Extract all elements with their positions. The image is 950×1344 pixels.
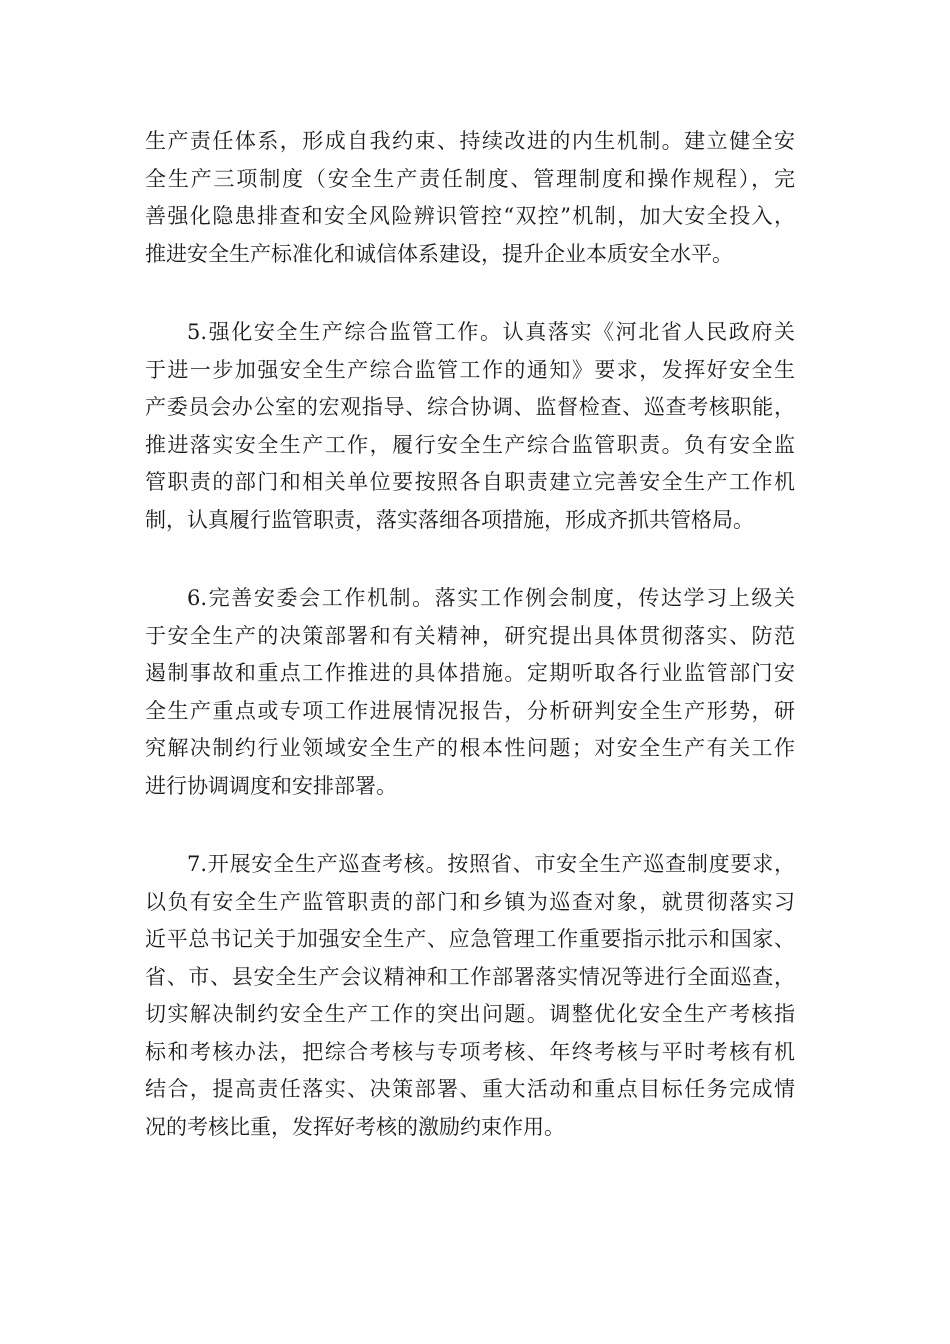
text-line: 7.开展安全生产巡查考核。按照省、市安全生产巡查制度要求， [187, 852, 795, 876]
paragraph-item-6 [145, 580, 795, 805]
paragraph-item-7 [145, 846, 795, 1146]
text-line: 切实解决制约安全生产工作的突出问题。调整优化安全生产考核指 [145, 1002, 795, 1026]
text-line: 标和考核办法，把综合考核与专项考核、年终考核与平时考核有机 [145, 1039, 795, 1064]
text-line: 结合，提高责任落实、决策部署、重大活动和重点目标任务完成情 [145, 1077, 795, 1101]
text-line: 推进安全生产标准化和诚信体系建设，提升企业本质安全水平。 [145, 241, 733, 266]
text-line: 况的考核比重，发挥好考核的激励约束作用。 [145, 1114, 565, 1139]
text-line: 全生产重点或专项工作进展情况报告，分析研判安全生产形势，研 [145, 698, 795, 723]
text-line: 推进落实安全生产工作，履行安全生产综合监管职责。负有安全监 [145, 432, 795, 457]
paragraph-continuation [145, 123, 795, 273]
text-line: 5.强化安全生产综合监管工作。认真落实《河北省人民政府关 [187, 320, 795, 344]
text-line: 进行协调调度和安排部署。 [145, 773, 397, 798]
text-line: 于安全生产的决策部署和有关精神，研究提出具体贯彻落实、防范 [145, 623, 795, 648]
text-line: 制，认真履行监管职责，落实落细各项措施，形成齐抓共管格局。 [145, 507, 754, 532]
text-line: 全生产三项制度（安全生产责任制度、管理制度和操作规程），完 [145, 166, 795, 191]
text-line: 善强化隐患排查和安全风险辨识管控“双控”机制，加大安全投入， [145, 204, 795, 228]
text-line: 以负有安全生产监管职责的部门和乡镇为巡查对象，就贯彻落实习 [145, 889, 795, 914]
text-line: 6.完善安委会工作机制。落实工作例会制度，传达学习上级关 [187, 586, 795, 610]
paragraph-item-5 [145, 314, 795, 539]
text-line: 产委员会办公室的宏观指导、综合协调、监督检查、巡查考核职能， [145, 395, 795, 419]
text-line: 于进一步加强安全生产综合监管工作的通知》要求，发挥好安全生 [145, 357, 795, 382]
text-line: 管职责的部门和相关单位要按照各自职责建立完善安全生产工作机 [145, 470, 795, 494]
text-line: 遏制事故和重点工作推进的具体措施。定期听取各行业监管部门安 [145, 661, 795, 685]
text-line: 生产责任体系，形成自我约束、持续改进的内生机制。建立健全安 [145, 129, 795, 153]
text-line: 省、市、县安全生产会议精神和工作部署落实情况等进行全面巡查， [145, 964, 795, 989]
text-line: 究解决制约行业领域安全生产的根本性问题；对安全生产有关工作 [145, 736, 795, 760]
text-line: 近平总书记关于加强安全生产、应急管理工作重要指示批示和国家、 [145, 927, 795, 951]
